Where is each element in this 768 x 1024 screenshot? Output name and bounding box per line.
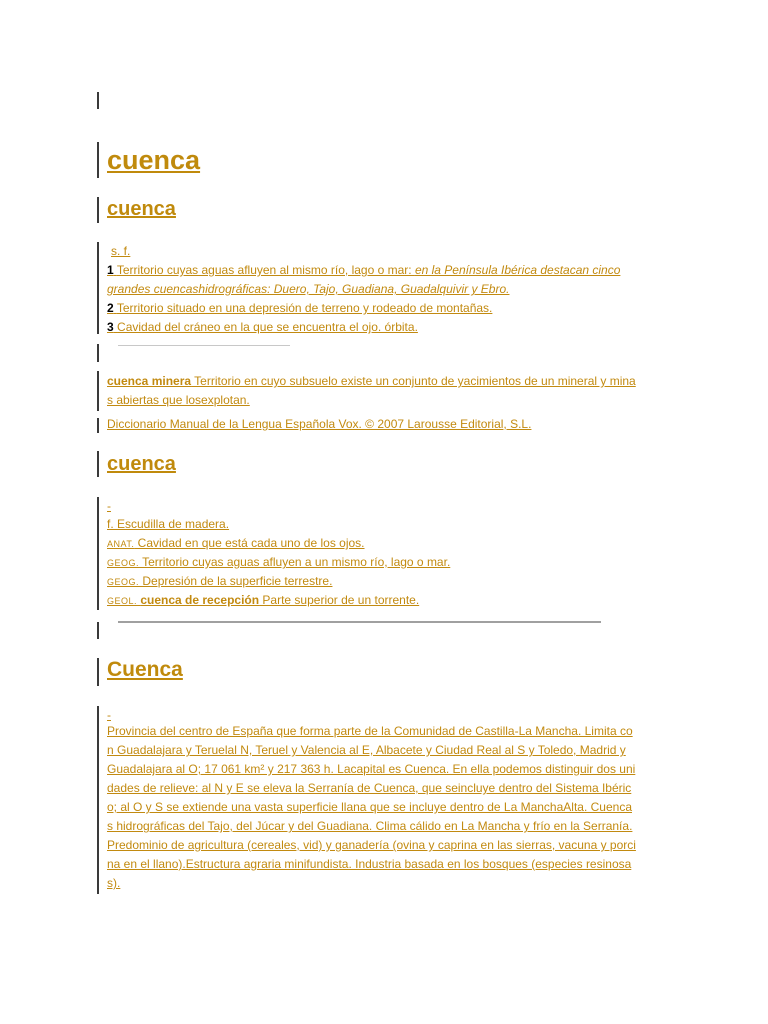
paragraph-line[interactable]: o; al O y S se extiende una vasta superficie llana que se incluye dentro de La ManchaAlta. Cuenca: [107, 800, 632, 814]
definition-line[interactable]: [107, 534, 365, 554]
paragraph-line[interactable]: Predominio de agricultura (cereales, vid) y ganadería (ovina y caprina en las sierras, vacuna y porci: [107, 838, 636, 852]
definition-line[interactable]: [107, 553, 450, 573]
margin-bar: [97, 197, 99, 223]
paragraph-line[interactable]: s).: [107, 876, 121, 890]
paragraph-line[interactable]: dades de relieve: al N y E se eleva la Serranía de Cuenca, que seincluye dentro del Sistema Ibéric: [107, 781, 632, 795]
compound-def: Territorio en cuyo subsuelo existe un conjunto de yacimientos de un mineral y mina: [191, 374, 636, 388]
grammar-label[interactable]: [107, 242, 130, 261]
sense-3[interactable]: [107, 318, 418, 337]
sense-text: Cavidad del cráneo en la que se encuentra el ojo. órbita.: [117, 320, 418, 334]
definition-line[interactable]: [107, 572, 332, 592]
definition-text: Depresión de la superficie terrestre.: [139, 574, 333, 588]
grammar-text: s. f.: [111, 244, 131, 258]
domain-tag: GEOL.: [107, 596, 138, 606]
definition-text: Territorio cuyas aguas afluyen a un mismo río, lago o mar.: [139, 555, 451, 569]
entry-heading[interactable]: Cuenca: [107, 658, 183, 681]
divider: [118, 621, 601, 623]
sense-number: 1: [107, 263, 114, 277]
sense-1[interactable]: [107, 261, 620, 280]
definition-line[interactable]: [107, 515, 229, 534]
paragraph-line[interactable]: Provincia del centro de España que forma parte de la Comunidad de Castilla-La Mancha. Limita co: [107, 724, 633, 738]
compound-entry[interactable]: [107, 372, 636, 391]
compound-def-cont[interactable]: s abiertas que losexplotan.: [107, 393, 250, 407]
margin-bar: [97, 242, 99, 334]
entry-heading[interactable]: cuenca: [107, 453, 176, 475]
domain-tag: ANAT.: [107, 539, 135, 549]
entry-dash[interactable]: -: [107, 499, 111, 513]
definition-text: f. Escudilla de madera.: [107, 517, 230, 531]
compound-term: cuenca minera: [107, 374, 192, 388]
entry-heading[interactable]: cuenca: [107, 198, 176, 220]
paragraph-line[interactable]: Guadalajara al O; 17 061 km² y 217 363 h. Lacapital es Cuenca. En ella podemos distinguir dos uni: [107, 762, 636, 776]
margin-bar: [97, 92, 99, 109]
margin-bar: [97, 706, 99, 894]
margin-bar: [97, 344, 99, 362]
margin-bar: [97, 658, 99, 686]
sense-1-example-cont[interactable]: grandes cuencashidrográficas: Duero, Tajo, Guadiana, Guadalquivir y Ebro.: [107, 282, 510, 296]
divider: [118, 345, 290, 346]
paragraph-line[interactable]: na en el llano).Estructura agraria minifundista. Industria basada en los bosques (especies resinosa: [107, 857, 632, 871]
margin-bar: [97, 451, 99, 477]
source-credit[interactable]: Diccionario Manual de la Lengua Española Vox. © 2007 Larousse Editorial, S.L.: [107, 417, 532, 431]
margin-bar: [97, 497, 99, 610]
paragraph-line[interactable]: s hidrográficas del Tajo, del Júcar y del Guadiana. Clima cálido en La Mancha y frío en la Serranía.: [107, 819, 633, 833]
domain-tag: GEOG.: [107, 558, 140, 568]
margin-bar: [97, 371, 99, 411]
entry-dash[interactable]: -: [107, 708, 111, 722]
margin-bar: [97, 418, 99, 433]
sub-term: cuenca de recepción: [140, 593, 260, 607]
definition-text: Parte superior de un torrente.: [259, 593, 420, 607]
sense-example: en la Península Ibérica destacan cinco: [414, 263, 621, 277]
sense-text: Territorio situado en una depresión de terreno y rodeado de montañas.: [116, 301, 493, 315]
sense-2[interactable]: [107, 299, 492, 318]
sense-text: Territorio cuyas aguas afluyen al mismo río, lago o mar:: [116, 263, 415, 277]
paragraph-line[interactable]: n Guadalajara y Teruelal N, Teruel y Valencia al E, Albacete y Ciudad Real al S y Toledo, Madrid y: [107, 743, 626, 757]
definition-line[interactable]: [107, 591, 419, 611]
definition-text: Cavidad en que está cada uno de los ojos.: [134, 536, 365, 550]
sense-number: 2: [107, 301, 114, 315]
margin-bar: [97, 142, 99, 178]
margin-bar: [97, 622, 99, 639]
domain-tag: GEOG.: [107, 577, 140, 587]
page-title[interactable]: cuenca: [107, 145, 201, 175]
sense-number: 3: [107, 320, 114, 334]
